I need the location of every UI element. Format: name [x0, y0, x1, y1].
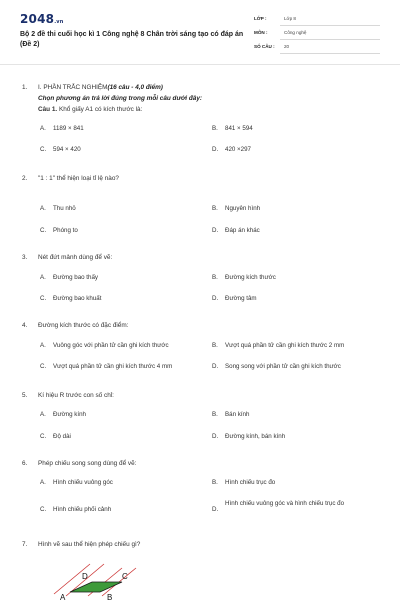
question-number: 3. — [22, 254, 28, 261]
option-letter: A. — [40, 479, 46, 486]
option-letter: B. — [212, 342, 218, 349]
meta-key: LỚP : — [254, 16, 267, 21]
option-letter: D. — [212, 146, 219, 153]
option-letter: A. — [40, 342, 46, 349]
option-text: Đường kính, bán kính — [225, 433, 286, 440]
meta-row-count — [254, 42, 380, 54]
projection-figure — [52, 562, 142, 600]
option-text: 1189 × 841 — [53, 125, 84, 132]
meta-row-subject — [254, 28, 380, 40]
option-letter: A. — [40, 125, 46, 132]
meta-key: SỐ CÂU : — [254, 44, 275, 49]
figure-label-d: D — [82, 572, 88, 581]
option-letter: C. — [40, 295, 47, 302]
meta-row-class — [254, 14, 380, 26]
question-number: 5. — [22, 392, 28, 399]
option-letter: A. — [40, 411, 46, 418]
option-letter: B. — [212, 411, 218, 418]
question-text: "1 : 1" thể hiện loại tỉ lệ nào? — [38, 175, 119, 182]
section-title-text: I. PHẦN TRẮC NGHIỆM — [38, 84, 108, 91]
option-text: 420 ×297 — [225, 146, 251, 153]
meta-underline — [280, 39, 380, 40]
option-letter: C. — [40, 146, 47, 153]
question-number: 6. — [22, 460, 28, 467]
document-title: Bộ 2 đề thi cuối học kì 1 Công nghệ 8 Chân trời sáng tạo có đáp án (Đề 2) — [20, 31, 244, 48]
option-letter: D. — [212, 295, 219, 302]
option-text: Thu nhỏ — [53, 205, 76, 212]
meta-underline — [280, 25, 380, 26]
logo-text: 2048 — [20, 12, 55, 26]
section-title — [38, 84, 163, 91]
option-text: Phóng to — [53, 227, 78, 234]
question-text: Đường kích thước có đặc điểm: — [38, 322, 129, 329]
item-number: 1. — [22, 84, 28, 91]
option-text: Vuông góc với phần tử cần ghi kích thước — [53, 342, 169, 349]
header-divider — [0, 64, 400, 65]
question-number: 4. — [22, 322, 28, 329]
section-note: (16 câu - 4,0 điểm) — [107, 84, 163, 91]
option-letter: B. — [212, 479, 218, 486]
option-text: 841 × 594 — [225, 125, 253, 132]
option-letter: D. — [212, 227, 219, 234]
option-letter: C. — [40, 363, 47, 370]
option-letter: D. — [212, 433, 219, 440]
meta-value: Lớp 8 — [284, 16, 296, 21]
question-number: 2. — [22, 175, 28, 182]
figure-label-b: B — [107, 593, 113, 600]
option-text: Đường tâm — [225, 295, 257, 302]
meta-value: Công nghệ — [284, 30, 307, 35]
option-text: Hình chiếu vuông góc — [53, 479, 113, 486]
option-text: 594 × 420 — [53, 146, 81, 153]
option-text: Hình chiếu vuông góc và hình chiếu trục đo — [225, 500, 345, 507]
document-header — [0, 0, 400, 66]
option-text: Vượt quá phần tử cần ghi kích thước 2 mm — [225, 342, 345, 349]
option-letter: D. — [212, 506, 219, 513]
option-text: Đường kích thước — [225, 274, 276, 281]
option-letter: C. — [40, 433, 47, 440]
option-letter: B. — [212, 125, 218, 132]
meta-key: MÔN : — [254, 30, 268, 35]
meta-underline — [280, 53, 380, 54]
option-text: Đường bao thấy — [53, 274, 99, 281]
meta-value: 20 — [284, 44, 290, 49]
question-1-text — [38, 106, 142, 113]
option-letter: B. — [212, 205, 218, 212]
option-text: Đường bao khuất — [53, 295, 102, 302]
question-text: Hình vẽ sau thể hiện phép chiếu gì? — [38, 541, 141, 548]
site-logo[interactable] — [20, 12, 64, 26]
option-text: Đáp án khác — [225, 227, 260, 234]
option-letter: C. — [40, 227, 47, 234]
question-text: Phép chiếu song song dùng để vẽ: — [38, 460, 137, 467]
option-text: Độ dài — [53, 433, 71, 440]
logo-suffix: .vn — [54, 19, 64, 25]
option-letter: C. — [40, 506, 47, 513]
parallelogram-shape — [70, 582, 122, 592]
option-letter: A. — [40, 274, 46, 281]
figure-label-a: A — [60, 593, 66, 600]
option-text: Nguyên hình — [225, 205, 261, 212]
question-text: Kí hiệu R trước con số chỉ: — [38, 392, 114, 399]
question-number: 7. — [22, 541, 28, 548]
option-text: Bán kính — [225, 411, 250, 418]
option-text: Song song với phần tử cần ghi kích thước — [225, 363, 341, 370]
option-text: Vượt quá phần tử cần ghi kích thước 4 mm — [53, 363, 173, 370]
option-text: Hình chiếu phối cảnh — [53, 506, 112, 513]
option-letter: A. — [40, 205, 46, 212]
option-letter: D. — [212, 363, 219, 370]
question-1-body: Khổ giấy A1 có kích thước là: — [57, 106, 143, 113]
option-text: Đường kính — [53, 411, 86, 418]
option-letter: B. — [212, 274, 218, 281]
section-instruction: Chọn phương án trả lời đúng trong mỗi câu dưới đây: — [38, 95, 203, 102]
figure-label-c: C — [122, 572, 128, 581]
option-text: Hình chiếu trục đo — [225, 479, 276, 486]
question-text: Nét đứt mảnh dùng để vẽ: — [38, 254, 113, 261]
question-1-label: Câu 1. — [38, 106, 58, 113]
